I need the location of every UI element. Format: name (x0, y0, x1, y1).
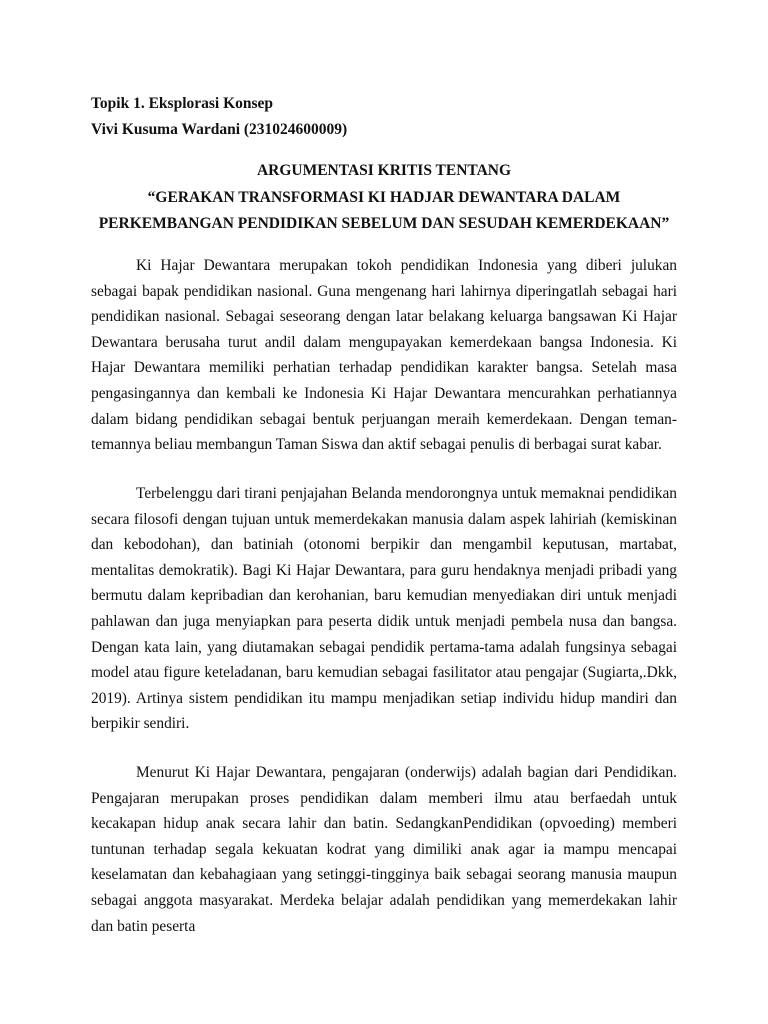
body-paragraph: Ki Hajar Dewantara merupakan tokoh pendidikan Indonesia yang diberi julukan sebagai bapak pendidikan nasional. Guna mengenang hari lahirnya diperingatlah sebagai hari pendidikan nasional. Sebagai seseorang dengan latar belakang keluarga bangsawan Ki Hajar Dewantara berusaha turut andil dalam mengupayakan kemerdekaan bangsa Indonesia. Ki Hajar Dewantara memiliki perhatian terhadap pendidikan karakter bangsa. Setelah masa pengasingannya dan kembali ke Indonesia Ki Hajar Dewantara mencurahkan perhatiannya dalam bidang pendidikan sebagai bentuk perjuangan meraih kemerdekaan. Dengan teman-temannya beliau membangun Taman Siswa dan aktif sebagai penulis di berbagai surat kabar. (91, 257, 677, 454)
body-paragraph-1-block (91, 253, 677, 458)
title-line-1: ARGUMENTASI KRITIS TENTANG (256, 162, 512, 179)
body-paragraph: Terbelenggu dari tirani penjajahan Belanda mendorongnya untuk memaknai pendidikan secara filosofi dengan tujuan untuk memerdekakan manusia dalam aspek lahiriah (kemiskinan dan kebodohan), dan batiniah (otonomi berpikir dan mengambil keputusan, martabat, mentalitas demokratik). Bagi Ki Hajar Dewantara, para guru hendaknya menjadi pribadi yang bermutu dalam kepribadian dan kerohanian, baru kemudian menyediakan diri untuk menjadi pahlawan dan juga menyiapkan para peserta didik untuk menjadi pembela nusa dan bangsa. Dengan kata lain, yang diutamakan sebagai pendidik pertama-tama adalah fungsinya sebagai model atau figure keteladanan, baru kemudian sebagai fasilitator atau pengajar (Sugiarta,.Dkk, 2019). Artinya sistem pendidikan itu mampu menjadikan setiap individu hidup mandiri dan berpikir sendiri. (91, 485, 677, 733)
body-paragraph-2-block (91, 481, 677, 737)
title-line-2: “GERAKAN TRANSFORMASI KI HADJAR DEWANTARA DALAM (147, 188, 621, 206)
body-paragraph: Menurut Ki Hajar Dewantara, pengajaran (onderwijs) adalah bagian dari Pendidikan. Pengajaran merupakan proses pendidikan dalam memberi ilmu atau berfaedah untuk kecakapan hidup anak secara lahir dan batin. SedangkanPendidikan (opvoeding) memberi tuntunan terhadap segala kekuatan kodrat yang dimiliki anak agar ia mampu mencapai keselamatan dan kebahagiaan yang setinggi-tingginya baik sebagai seorang manusia maupun sebagai anggota masyarakat. Merdeka belajar adalah pendidikan yang memerdekakan lahir dan batin peserta (91, 764, 677, 935)
document-header (91, 91, 347, 143)
topic-line: Topik 1. Eksplorasi Konsep (91, 95, 274, 112)
document-title (80, 158, 688, 238)
body-paragraph-3-block (91, 760, 677, 939)
author-line: Vivi Kusuma Wardani (231024600009) (91, 121, 348, 138)
title-line-3: PERKEMBANGAN PENDIDIKAN SEBELUM DAN SESUDAH KEMERDEKAAN” (98, 215, 670, 232)
